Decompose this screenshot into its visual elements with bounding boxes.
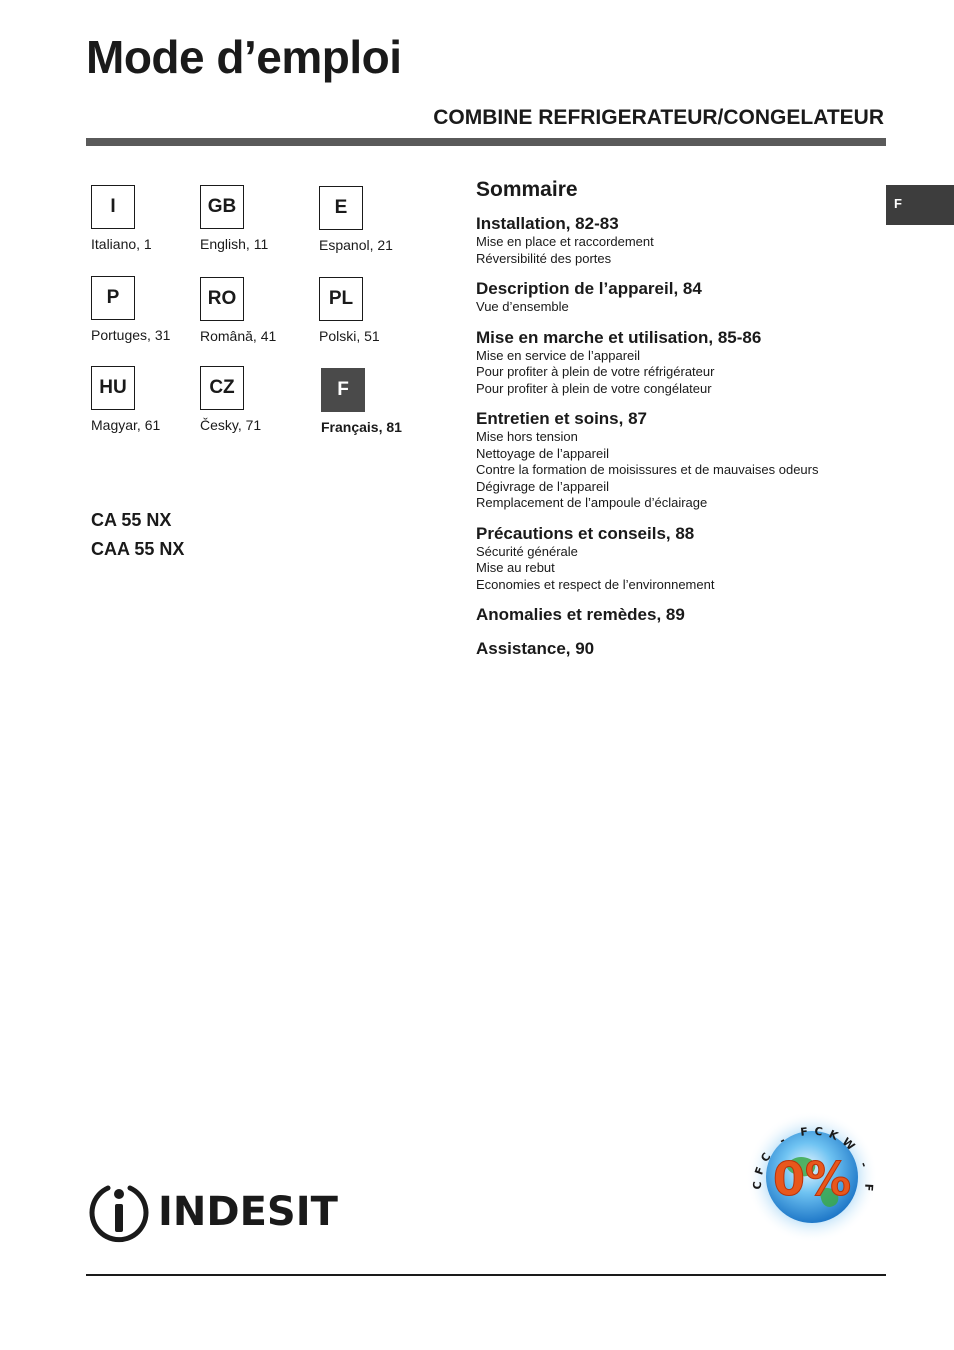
toc-item: Nettoyage de l’appareil <box>476 445 609 461</box>
language-item-ro[interactable] <box>200 277 330 344</box>
toc-item: Contre la formation de moisissures et de mauvaises odeurs <box>476 462 819 477</box>
language-label: Česky, 71 <box>200 417 262 433</box>
toc-item: Pour profiter à plein de votre réfrigérateur <box>476 364 715 379</box>
toc-section-entretien <box>476 409 876 512</box>
model-name: CA 55 NX <box>91 510 172 530</box>
language-side-tab: F <box>886 185 954 225</box>
language-code-box: PL <box>319 277 363 321</box>
toc-item: Sécurité générale <box>476 543 578 559</box>
language-item-gb[interactable] <box>200 185 330 252</box>
language-label: Magyar, 61 <box>91 417 161 433</box>
toc-section-title[interactable]: Précautions et conseils, 88 <box>476 523 695 543</box>
badge-center-text: 0% <box>772 1152 852 1206</box>
toc-section-title[interactable]: Assistance, 90 <box>476 639 595 658</box>
bottom-divider <box>86 1274 886 1276</box>
language-code-box: F <box>321 368 365 412</box>
language-label: Portuges, 31 <box>91 327 171 343</box>
toc-section-precautions <box>476 524 876 594</box>
model-list <box>91 506 184 564</box>
toc-section-title[interactable]: Anomalies et remèdes, 89 <box>476 605 685 624</box>
language-label: Română, 41 <box>200 328 277 344</box>
language-code-box: E <box>319 186 363 230</box>
language-code-box: GB <box>200 185 244 229</box>
language-code-box: RO <box>200 277 244 321</box>
model-name: CAA 55 NX <box>91 539 185 559</box>
badge-ring-text: CFC - FCKW - F <box>750 1124 876 1198</box>
language-item-cz[interactable] <box>200 366 330 433</box>
language-code-box: HU <box>91 366 135 410</box>
language-code-box: CZ <box>200 366 244 410</box>
toc-section-title[interactable]: Entretien et soins, 87 <box>476 409 647 428</box>
language-label: Italiano, 1 <box>91 236 152 252</box>
language-item-pl[interactable] <box>319 277 449 344</box>
toc-section-anomalies <box>476 605 876 625</box>
cfc-free-badge-icon <box>742 1105 882 1245</box>
toc-item: Mise au rebut <box>476 560 555 575</box>
language-label: Français, 81 <box>321 419 402 435</box>
brand-logo <box>88 1180 338 1244</box>
toc-item: Vue d’ensemble <box>476 299 569 314</box>
language-code-box: I <box>91 185 135 229</box>
toc-item: Economies et respect de l’environnement <box>476 576 715 592</box>
toc-section-title[interactable]: Description de l’appareil, 84 <box>476 279 702 298</box>
table-of-contents <box>476 178 876 671</box>
language-label: Espanol, 21 <box>319 237 393 253</box>
top-divider <box>86 138 886 146</box>
toc-section-assistance <box>476 639 876 659</box>
page-title: Mode d’emploi <box>86 31 402 83</box>
brand-name: INDESIT <box>158 1189 338 1235</box>
toc-item: Pour profiter à plein de votre congélateur <box>476 380 712 396</box>
indesit-logo-icon <box>88 1180 150 1244</box>
language-item-es[interactable] <box>319 186 449 253</box>
toc-item: Réversibilité des portes <box>476 250 612 266</box>
toc-section-mise-en-marche <box>476 328 876 398</box>
page-subtitle: COMBINE REFRIGERATEUR/CONGELATEUR <box>433 106 884 129</box>
toc-item: Mise en service de l’appareil <box>476 347 641 363</box>
toc-section-description <box>476 279 876 316</box>
toc-section-title[interactable]: Mise en marche et utilisation, 85-86 <box>476 327 762 347</box>
language-label: English, 11 <box>200 236 269 252</box>
toc-item: Mise en place et raccordement <box>476 234 654 249</box>
toc-item: Remplacement de l’ampoule d’éclairage <box>476 495 708 510</box>
toc-section-installation <box>476 214 876 267</box>
language-item-fr-active[interactable] <box>321 368 451 435</box>
toc-section-title[interactable]: Installation, 82-83 <box>476 214 619 233</box>
toc-item: Dégivrage de l’appareil <box>476 478 609 494</box>
toc-item: Mise hors tension <box>476 429 578 444</box>
language-code-box: P <box>91 276 135 320</box>
cfc-free-badge <box>742 1105 882 1250</box>
toc-heading: Sommaire <box>476 178 578 201</box>
language-label: Polski, 51 <box>319 328 380 344</box>
